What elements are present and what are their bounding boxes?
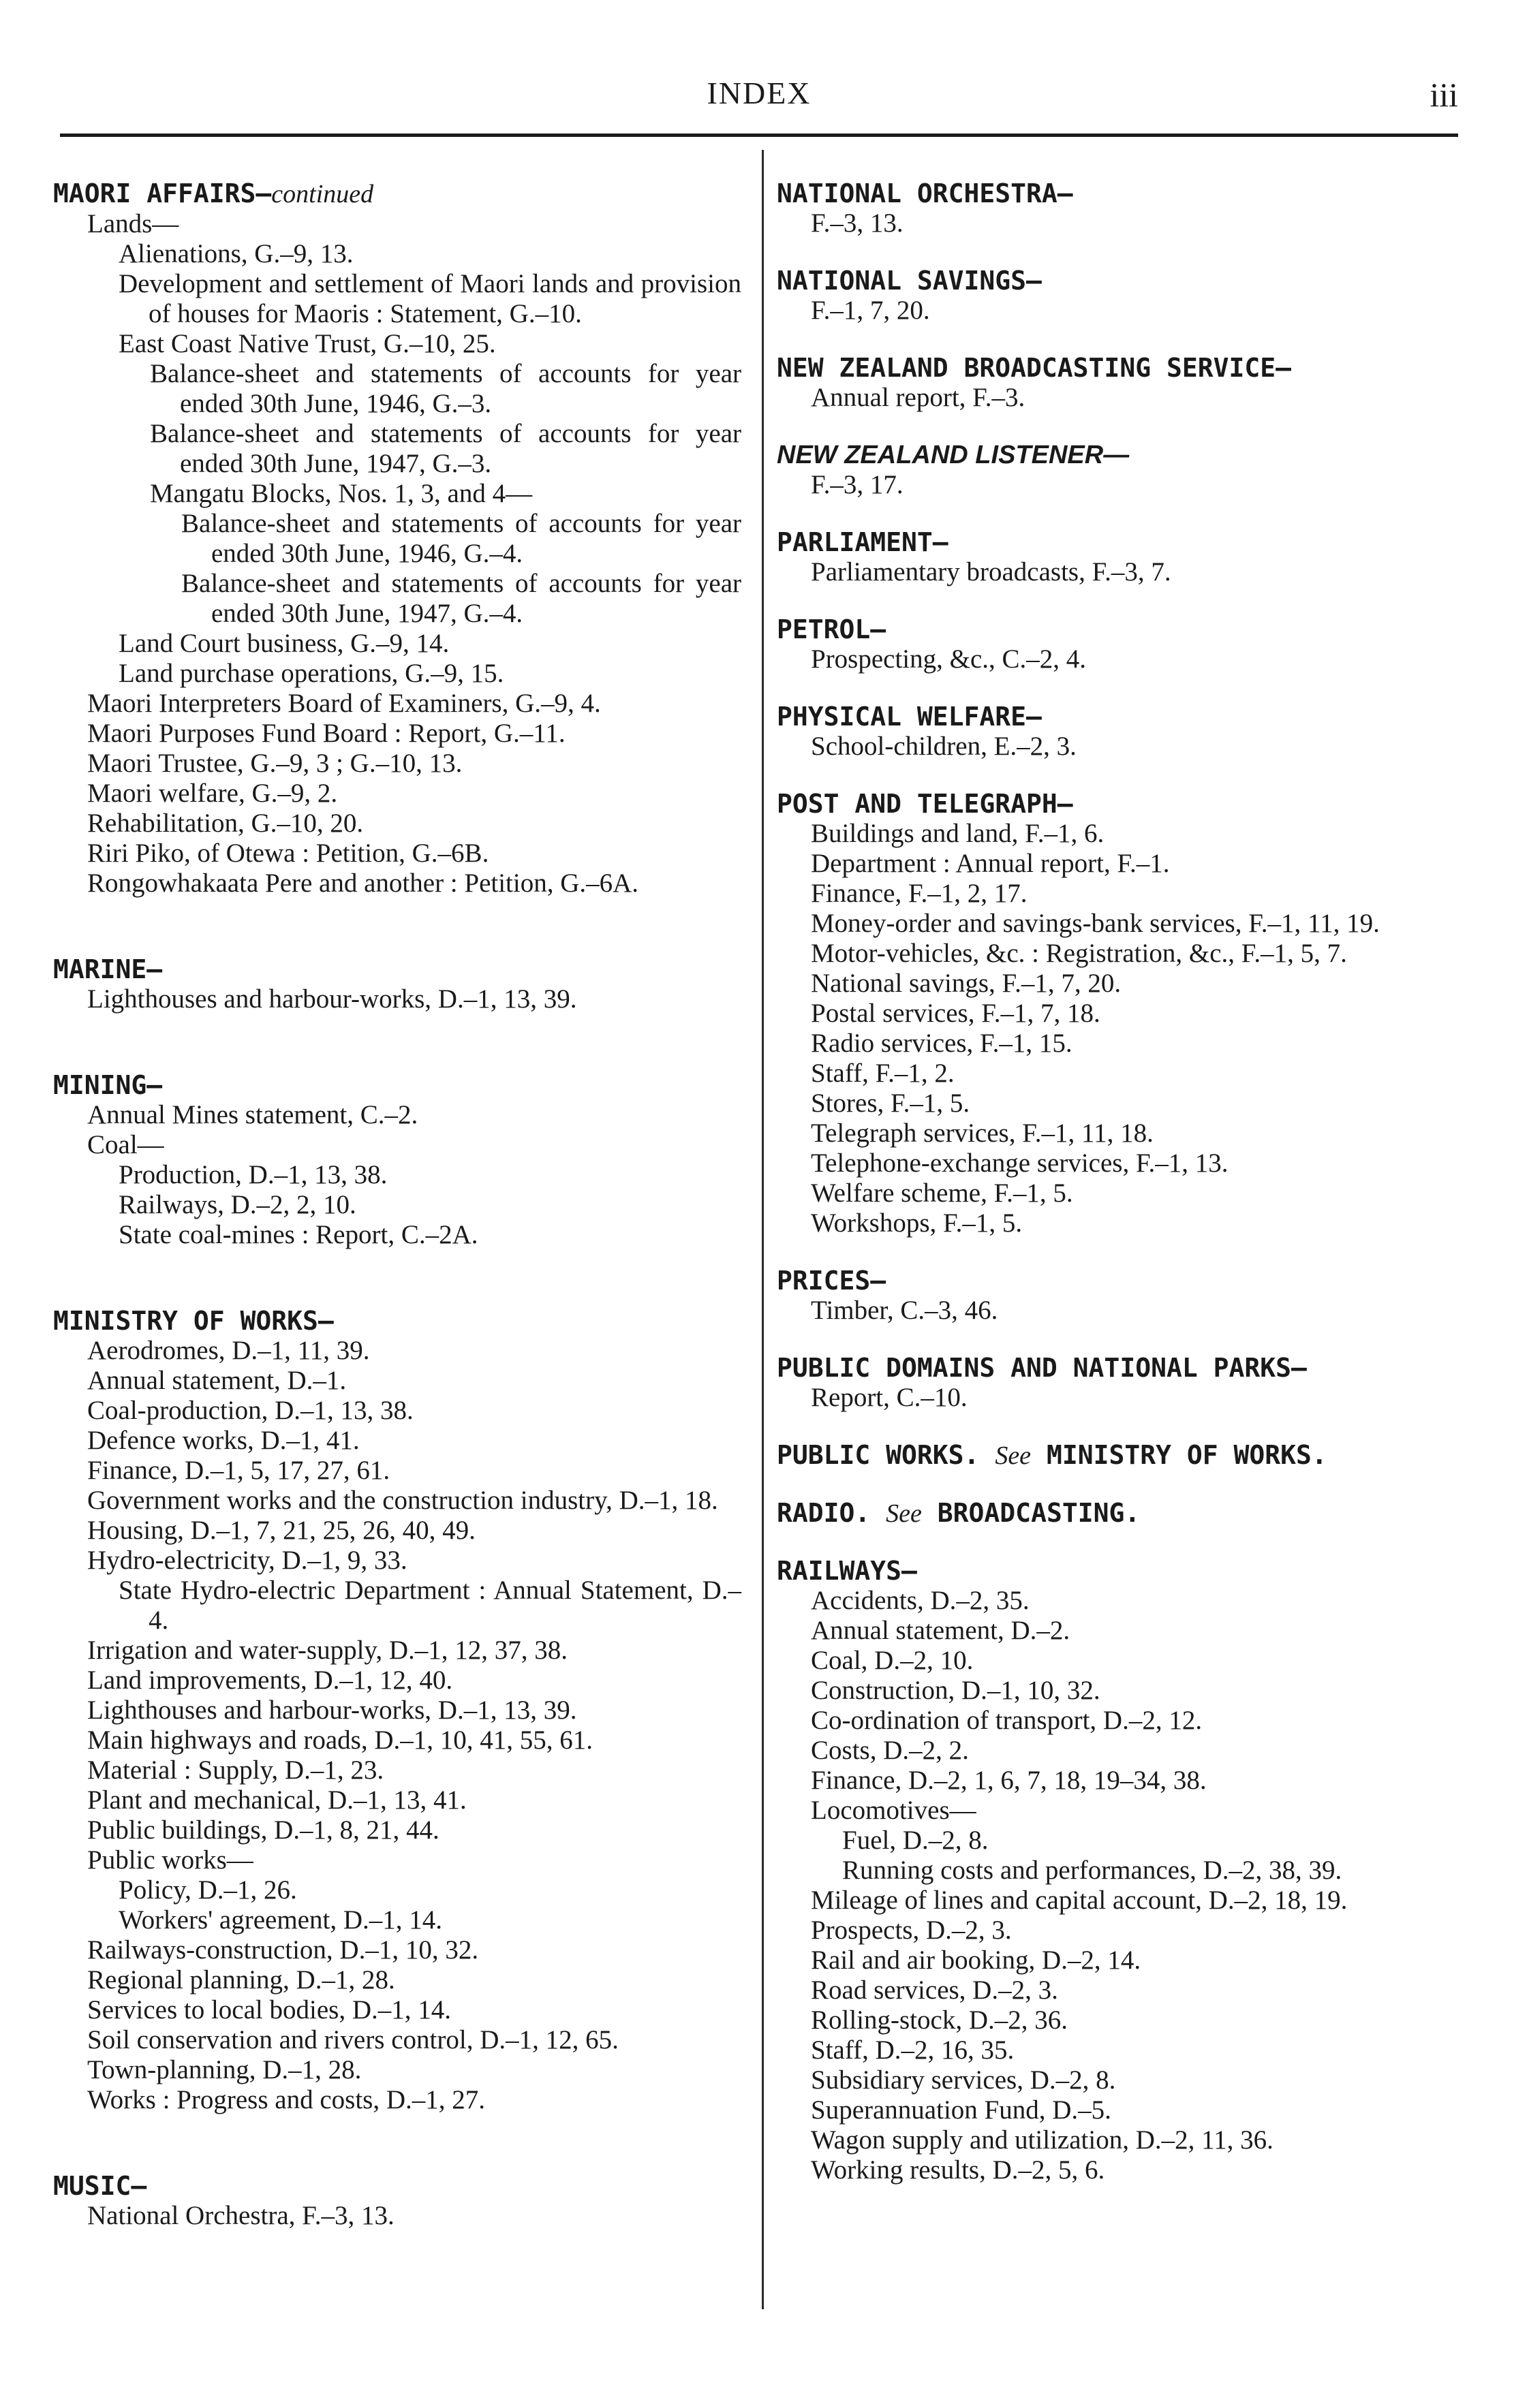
index-section xyxy=(53,178,741,898)
index-section xyxy=(777,353,1465,413)
index-entry: Rehabilitation, G.–10, 20. xyxy=(87,809,364,838)
index-heading-text: NEW ZEALAND LISTENER— xyxy=(777,441,1130,469)
index-entry: Staff, D.–2, 16, 35. xyxy=(811,2035,1015,2065)
index-entry: Motor-vehicles, &c. : Registration, &c., F.–1, 5, 7. xyxy=(811,939,1347,968)
index-entry: Balance-sheet and statements of accounts for year ended 30th June, 1947, G.–3. xyxy=(150,419,741,478)
index-section xyxy=(53,2171,741,2231)
index-entry: Buildings and land, F.–1, 6. xyxy=(811,819,1105,848)
index-section xyxy=(777,1556,1465,2185)
column-divider xyxy=(762,150,764,2309)
index-section xyxy=(777,1498,1465,1529)
index-section xyxy=(777,1353,1465,1413)
index-entry: Finance, F.–1, 2, 17. xyxy=(811,879,1028,908)
index-section xyxy=(777,702,1465,762)
index-entry: Defence works, D.–1, 41. xyxy=(87,1426,360,1455)
index-heading xyxy=(777,702,1465,732)
index-heading-text: MUSIC— xyxy=(53,2171,147,2201)
index-entry: Wagon supply and utilization, D.–2, 11, 36. xyxy=(811,2125,1273,2155)
index-entry: Telegraph services, F.–1, 11, 18. xyxy=(811,1119,1154,1148)
index-section xyxy=(777,1440,1465,1471)
index-heading-text: MAORI AFFAIRS— xyxy=(53,178,272,208)
index-entry: Maori Interpreters Board of Examiners, G.–9, 4. xyxy=(87,689,601,718)
index-heading xyxy=(777,1498,1465,1529)
index-entry: F.–3, 17. xyxy=(811,470,904,499)
index-entry: Workshops, F.–1, 5. xyxy=(811,1208,1023,1238)
index-entry: Balance-sheet and statements of accounts for year ended 30th June, 1946, G.–4. xyxy=(181,509,741,568)
index-entry: Mileage of lines and capital account, D.–2, 18, 19. xyxy=(811,1886,1348,1915)
index-entry: Timber, C.–3, 46. xyxy=(811,1296,998,1325)
index-entry: Fuel, D.–2, 8. xyxy=(842,1826,989,1855)
index-entry: Lands— xyxy=(87,209,179,238)
index-entry: Road services, D.–2, 3. xyxy=(811,1975,1058,2005)
index-section xyxy=(777,614,1465,674)
index-entry: Railways, D.–2, 2, 10. xyxy=(119,1190,356,1219)
index-entry: Money-order and savings-bank services, F.–1, 11, 19. xyxy=(811,909,1380,938)
index-heading xyxy=(777,1440,1465,1471)
header-rule xyxy=(60,134,1458,137)
index-heading xyxy=(777,1353,1465,1383)
index-section xyxy=(53,1306,741,2115)
index-entry: Hydro-electricity, D.–1, 9, 33. xyxy=(87,1546,407,1575)
index-heading xyxy=(777,1266,1465,1296)
see-target: BROADCASTING. xyxy=(937,1498,1141,1528)
index-entry: Housing, D.–1, 7, 21, 25, 26, 40, 49. xyxy=(87,1516,476,1545)
index-heading-text: PUBLIC WORKS. xyxy=(777,1440,980,1470)
index-entry: Public works— xyxy=(87,1845,253,1875)
index-entry: Rongowhakaata Pere and another : Petition, G.–6A. xyxy=(87,869,639,898)
index-entry: Land purchase operations, G.–9, 15. xyxy=(119,659,504,688)
index-entry: Policy, D.–1, 26. xyxy=(119,1875,297,1905)
index-section xyxy=(777,440,1465,500)
index-heading xyxy=(53,1306,741,1336)
index-entry: Working results, D.–2, 5, 6. xyxy=(811,2155,1105,2185)
index-entry: Lighthouses and harbour-works, D.–1, 13, 39. xyxy=(87,984,577,1014)
index-entry: Works : Progress and costs, D.–1, 27. xyxy=(87,2085,485,2114)
index-entry: Maori Trustee, G.–9, 3 ; G.–10, 13. xyxy=(87,749,463,778)
index-heading-text: POST AND TELEGRAPH— xyxy=(777,789,1073,819)
see-target: MINISTRY OF WORKS. xyxy=(1046,1440,1327,1470)
see-label: See xyxy=(886,1499,922,1528)
index-heading-text: PARLIAMENT— xyxy=(777,527,948,557)
index-heading xyxy=(777,178,1465,208)
index-heading-text: MINISTRY OF WORKS— xyxy=(53,1306,334,1336)
index-section xyxy=(777,789,1465,1238)
page-number: iii xyxy=(1430,76,1458,114)
index-section xyxy=(777,178,1465,238)
index-entry: Annual Mines statement, C.–2. xyxy=(87,1100,418,1129)
index-entry: Land improvements, D.–1, 12, 40. xyxy=(87,1666,453,1695)
index-entry: Coal, D.–2, 10. xyxy=(811,1646,974,1675)
index-entry: Finance, D.–1, 5, 17, 27, 61. xyxy=(87,1456,390,1485)
index-entry: National Orchestra, F.–3, 13. xyxy=(87,2201,395,2230)
index-heading-text: MARINE— xyxy=(53,954,163,984)
index-heading xyxy=(777,353,1465,383)
index-heading xyxy=(53,178,741,209)
right-column xyxy=(777,178,1465,2212)
index-entry: School-children, E.–2, 3. xyxy=(811,732,1077,761)
index-entry: Workers' agreement, D.–1, 14. xyxy=(119,1905,442,1935)
index-entry: Railways-construction, D.–1, 10, 32. xyxy=(87,1935,479,1965)
index-entry: Co-ordination of transport, D.–2, 12. xyxy=(811,1706,1203,1735)
index-entry: Town-planning, D.–1, 28. xyxy=(87,2055,362,2084)
index-entry: Radio services, F.–1, 15. xyxy=(811,1029,1072,1058)
index-entry: Balance-sheet and statements of accounts for year ended 30th June, 1946, G.–3. xyxy=(150,359,741,418)
index-entry: Annual statement, D.–2. xyxy=(811,1616,1070,1645)
index-entry: Annual statement, D.–1. xyxy=(87,1366,347,1395)
index-heading xyxy=(777,266,1465,296)
index-entry: Main highways and roads, D.–1, 10, 41, 55, 61. xyxy=(87,1725,593,1755)
index-entry: Telephone-exchange services, F.–1, 13. xyxy=(811,1148,1229,1178)
index-entry: Department : Annual report, F.–1. xyxy=(811,849,1170,878)
index-entry: Subsidiary services, D.–2, 8. xyxy=(811,2065,1116,2095)
index-entry: Production, D.–1, 13, 38. xyxy=(119,1160,388,1189)
index-entry: Accidents, D.–2, 35. xyxy=(811,1586,1030,1615)
index-heading xyxy=(777,1556,1465,1586)
index-entry: Alienations, G.–9, 13. xyxy=(119,239,354,268)
index-entry: Land Court business, G.–9, 14. xyxy=(119,629,450,658)
index-entry: Annual report, F.–3. xyxy=(811,383,1025,412)
index-entry: Report, C.–10. xyxy=(811,1383,968,1412)
index-entry: Plant and mechanical, D.–1, 13, 41. xyxy=(87,1785,467,1815)
index-entry: Aerodromes, D.–1, 11, 39. xyxy=(87,1336,370,1365)
index-heading-text: NATIONAL SAVINGS— xyxy=(777,266,1042,296)
index-entry: Services to local bodies, D.–1, 14. xyxy=(87,1995,451,2024)
index-entry: Costs, D.–2, 2. xyxy=(811,1736,969,1765)
index-entry: Running costs and performances, D.–2, 38, 39. xyxy=(842,1856,1342,1885)
index-entry: Mangatu Blocks, Nos. 1, 3, and 4— xyxy=(150,479,533,508)
index-heading-text: PUBLIC DOMAINS AND NATIONAL PARKS— xyxy=(777,1353,1307,1383)
index-entry: National savings, F.–1, 7, 20. xyxy=(811,969,1122,998)
index-entry: Stores, F.–1, 5. xyxy=(811,1089,970,1118)
index-entry: Construction, D.–1, 10, 32. xyxy=(811,1676,1100,1705)
index-heading xyxy=(53,954,741,984)
index-entry: Maori Purposes Fund Board : Report, G.–11. xyxy=(87,719,566,748)
see-label: See xyxy=(995,1441,1032,1470)
index-entry: Lighthouses and harbour-works, D.–1, 13, 39. xyxy=(87,1695,577,1725)
index-entry: Rail and air booking, D.–2, 14. xyxy=(811,1945,1141,1975)
index-heading xyxy=(777,440,1465,470)
index-entry: Material : Supply, D.–1, 23. xyxy=(87,1755,384,1785)
index-section xyxy=(777,266,1465,326)
index-section xyxy=(53,954,741,1014)
index-entry: Superannuation Fund, D.–5. xyxy=(811,2095,1111,2125)
index-entry: State coal-mines : Report, C.–2A. xyxy=(119,1220,478,1249)
index-heading-text: PETROL— xyxy=(777,614,886,644)
index-entry: F.–3, 13. xyxy=(811,208,904,238)
index-heading xyxy=(777,614,1465,644)
index-heading xyxy=(777,789,1465,819)
index-entry: Finance, D.–2, 1, 6, 7, 18, 19–34, 38. xyxy=(811,1766,1207,1795)
index-section xyxy=(777,527,1465,587)
index-entry: Prospects, D.–2, 3. xyxy=(811,1916,1012,1945)
index-heading-text: PRICES— xyxy=(777,1266,886,1296)
left-column xyxy=(53,178,741,2258)
index-heading-text: MINING— xyxy=(53,1070,163,1100)
index-heading-text: NEW ZEALAND BROADCASTING SERVICE— xyxy=(777,353,1291,383)
index-entry: Locomotives— xyxy=(811,1796,976,1825)
index-entry: Postal services, F.–1, 7, 18. xyxy=(811,999,1100,1028)
index-entry: F.–1, 7, 20. xyxy=(811,296,930,325)
index-section xyxy=(777,1266,1465,1326)
index-entry: Regional planning, D.–1, 28. xyxy=(87,1965,395,1995)
index-heading-text: RAILWAYS— xyxy=(777,1556,917,1586)
index-entry: Development and settlement of Maori lands and provision of houses for Maoris : Statement, G.–10. xyxy=(119,269,741,328)
page-title: INDEX xyxy=(707,76,812,110)
index-entry: Riri Piko, of Otewa : Petition, G.–6B. xyxy=(87,839,489,868)
index-entry: Parliamentary broadcasts, F.–3, 7. xyxy=(811,557,1171,587)
index-entry: Soil conservation and rivers control, D.–1, 12, 65. xyxy=(87,2025,619,2054)
index-heading-text: RADIO. xyxy=(777,1498,871,1528)
index-entry: Rolling-stock, D.–2, 36. xyxy=(811,2005,1068,2035)
index-entry: Welfare scheme, F.–1, 5. xyxy=(811,1178,1073,1208)
index-entry: State Hydro-electric Department : Annual Statement, D.–4. xyxy=(119,1576,741,1635)
index-section xyxy=(53,1070,741,1250)
index-heading xyxy=(53,1070,741,1100)
index-heading-text: NATIONAL ORCHESTRA— xyxy=(777,178,1073,208)
index-entry: Government works and the construction industry, D.–1, 18. xyxy=(87,1486,718,1515)
page-header xyxy=(60,75,1458,123)
index-entry: East Coast Native Trust, G.–10, 25. xyxy=(119,329,496,358)
index-entry: Staff, F.–1, 2. xyxy=(811,1059,955,1088)
index-entry: Prospecting, &c., C.–2, 4. xyxy=(811,644,1087,674)
index-heading xyxy=(53,2171,741,2201)
index-heading-text: PHYSICAL WELFARE— xyxy=(777,702,1042,732)
index-entry: Coal-production, D.–1, 13, 38. xyxy=(87,1396,414,1425)
index-entry: Balance-sheet and statements of accounts for year ended 30th June, 1947, G.–4. xyxy=(181,569,741,628)
index-entry: Public buildings, D.–1, 8, 21, 44. xyxy=(87,1815,439,1845)
index-entry: Coal— xyxy=(87,1130,164,1159)
index-heading xyxy=(777,527,1465,557)
index-entry: Maori welfare, G.–9, 2. xyxy=(87,779,338,808)
index-entry: Irrigation and water-supply, D.–1, 12, 37, 38. xyxy=(87,1636,568,1665)
continued-label: continued xyxy=(271,180,374,208)
